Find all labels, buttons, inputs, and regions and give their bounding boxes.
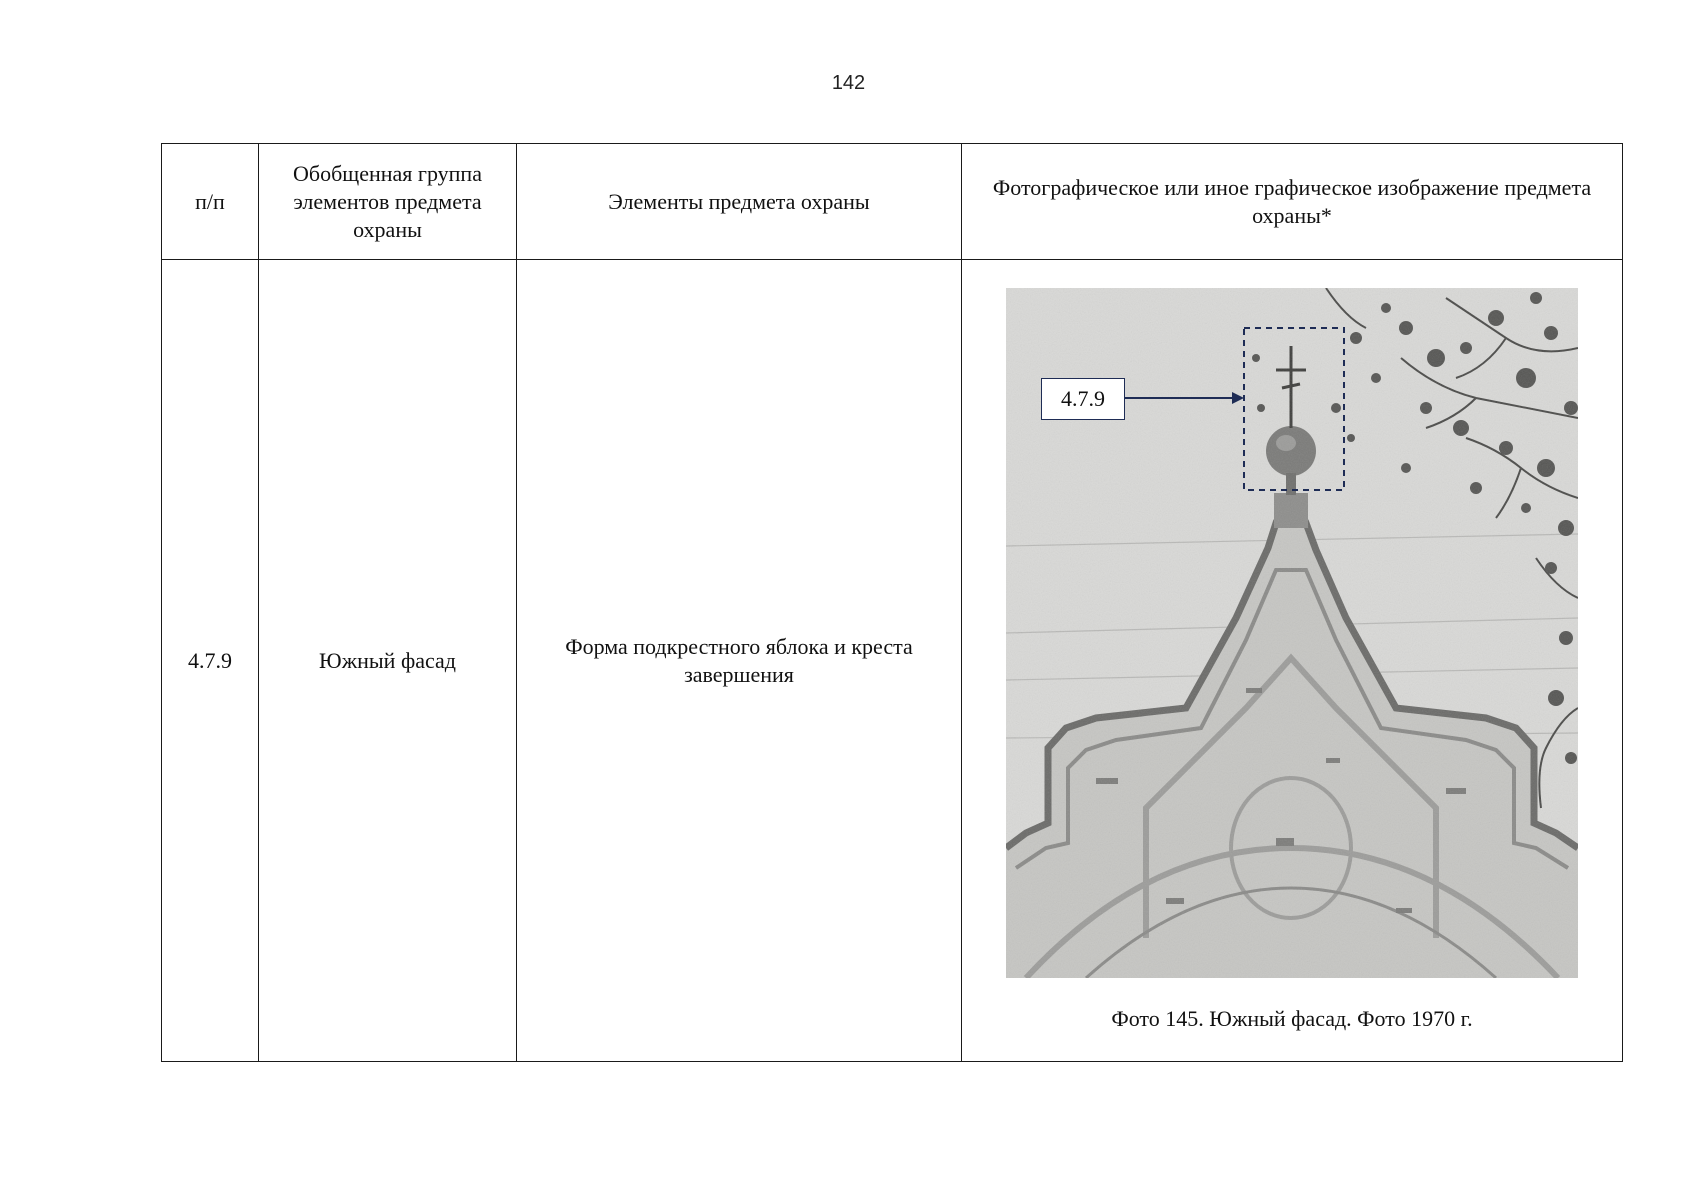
page-number: 142 [831,72,866,94]
header-number: п/п [162,144,259,260]
table-header-row [162,144,1623,260]
cell-group: Южный фасад [259,260,517,1062]
photo-caption: Фото 145. Южный фасад. Фото 1970 г. [1111,1006,1473,1031]
facade-photo [1006,288,1578,978]
cell-photo [962,260,1623,1062]
header-group: Обобщенная группа элементов предмета охраны [259,144,517,260]
header-elements: Элементы предмета охраны [517,144,962,260]
callout-label: 4.7.9 [1041,378,1125,420]
table-row [162,260,1623,1062]
cell-number: 4.7.9 [162,260,259,1062]
cell-elements: Форма подкрестного яблока и креста завершения [517,260,962,1062]
protection-table [161,143,1623,1062]
header-image: Фотографическое или иное графическое изображение предмета охраны* [962,144,1623,260]
